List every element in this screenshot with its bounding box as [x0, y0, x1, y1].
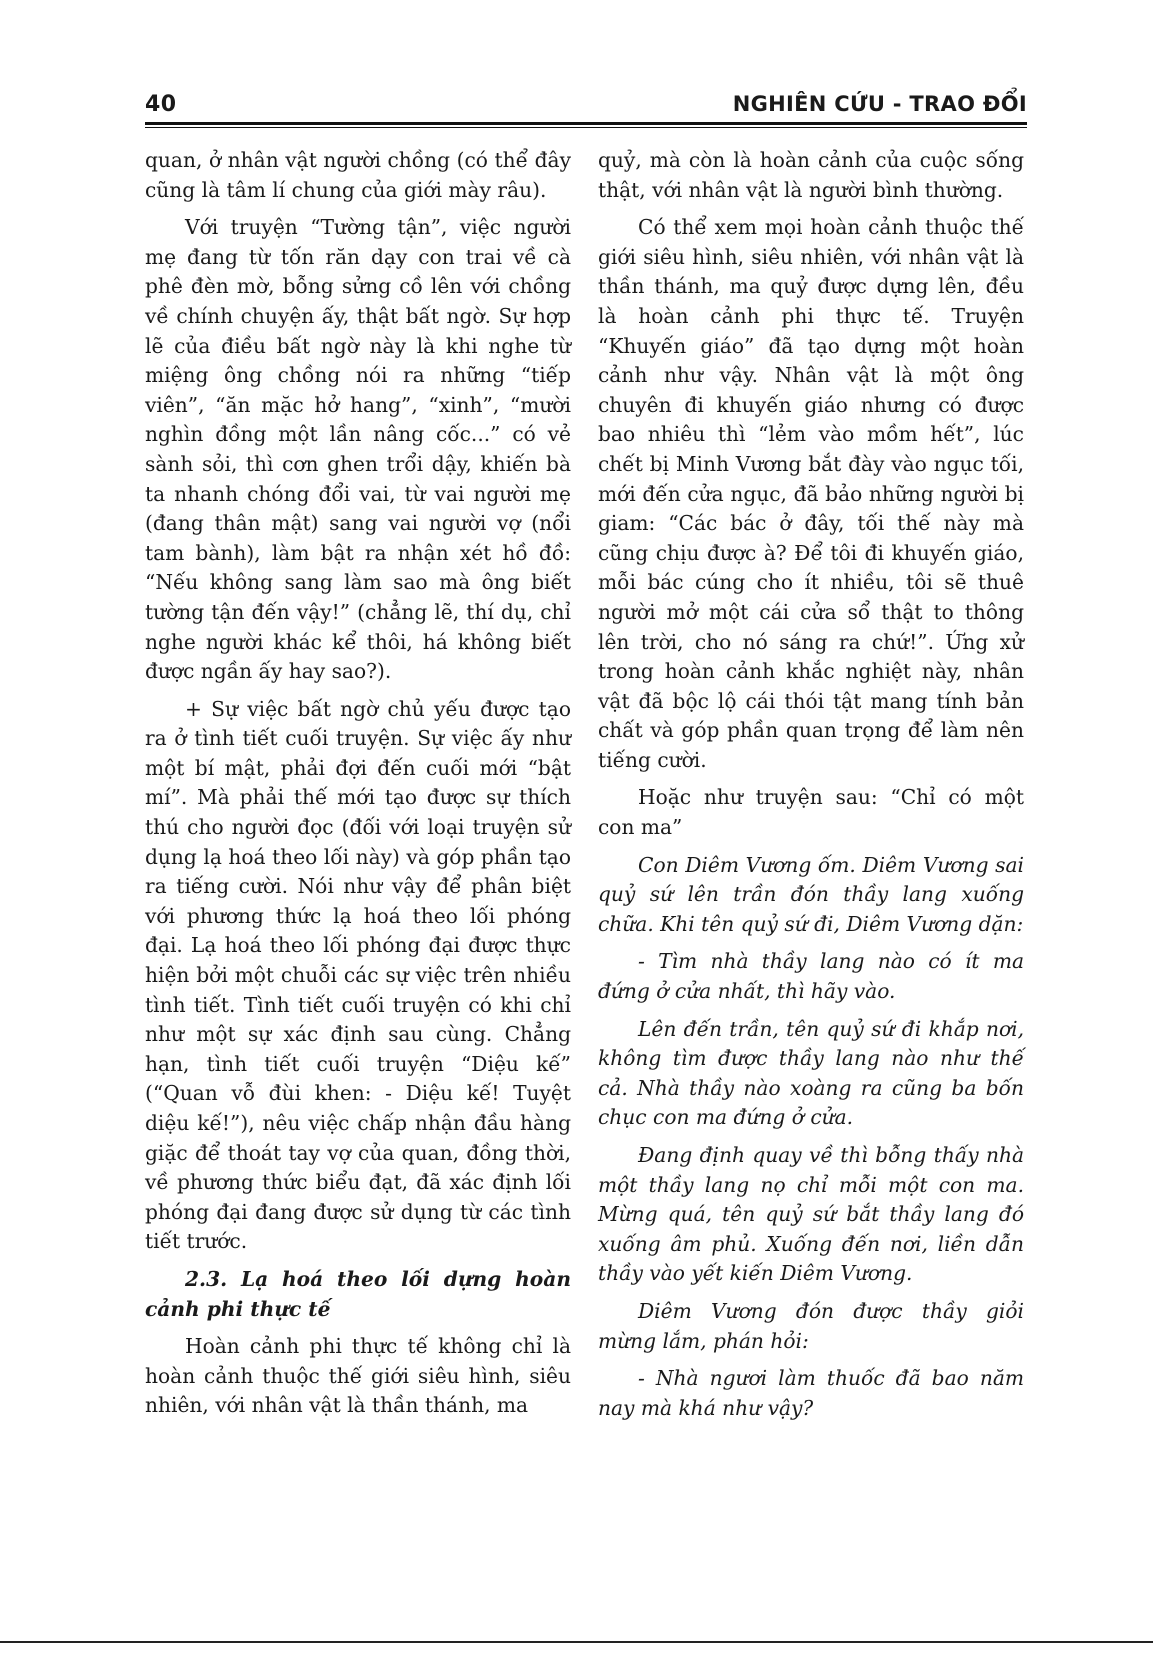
quoted-story-paragraph: Con Diêm Vương ốm. Diêm Vương sai quỷ sứ lên trần đón thầy lang xuống chữa. Khi tên quỷ sứ đi, Diêm Vương dặn: — [598, 852, 1024, 936]
section-title: NGHIÊN CỨU - TRAO ĐỔI — [732, 92, 1027, 116]
page-number: 40 — [145, 92, 177, 117]
quoted-story-paragraph: - Tìm nhà thầy lang nào có ít ma đứng ở cửa nhất, thì hãy vào. — [598, 949, 1024, 1004]
paragraph: Hoàn cảnh phi thực tế không chỉ là hoàn cảnh thuộc thế giới siêu hình, siêu nhiên, với nhân vật là thần thánh, ma — [145, 1334, 571, 1418]
quoted-story-paragraph: Đang định quay về thì bỗng thấy nhà một thầy lang nọ chỉ mỗi một con ma. Mừng quá, tên quỷ sứ bắt thầy lang đó xuống âm phủ. Xuống đến nơi, liền dẫn thầy vào yết kiến Diêm Vương. — [598, 1143, 1024, 1286]
left-column — [145, 146, 571, 1429]
header-rule-thick — [145, 122, 1027, 125]
right-column — [598, 146, 1024, 1431]
scan-bottom-edge — [0, 1641, 1153, 1643]
paragraph: Với truyện “Tường tận”, việc người mẹ đang từ tốn răn dạy con trai về cà phê đèn mờ, bỗng sửng cồ lên với chồng về chính chuyện ấy, thật bất ngờ. Sự hợp lẽ của điều bất ngờ này là khi nghe từ miệng ông chồng nói ra những “tiếp viên”, “ăn mặc hở hang”, “xinh”, “mười nghìn đồng một lần nâng cốc...” có vẻ sành sỏi, thì cơn ghen trổi dậy, khiến bà ta nhanh chóng đổi vai, từ vai người mẹ (đang thân mật) sang vai người vợ (nổi tam bành), làm bật ra nhận xét hồ đồ: “Nếu không sang làm sao mà ông biết tường tận đến vậy!” (chẳng lẽ, thí dụ, chỉ nghe người khác kể thôi, há không biết được ngần ấy hay sao?). — [145, 215, 571, 684]
header-rule-thin — [145, 127, 1027, 128]
section-heading: 2.3. Lạ hoá theo lối dựng hoàn cảnh phi thực tế — [145, 1266, 571, 1321]
quoted-story-paragraph: - Nhà ngươi làm thuốc đã bao năm nay mà khá như vậy? — [598, 1366, 1024, 1420]
quoted-story-paragraph: Diêm Vương đón được thầy giỏi mừng lắm, phán hỏi: — [598, 1298, 1024, 1353]
paragraph: + Sự việc bất ngờ chủ yếu được tạo ra ở tình tiết cuối truyện. Sự việc ấy như một bí mật, phải đợi đến cuối mới “bật mí”. Mà phải thế mới tạo được sự thích thú cho người đọc (đối với loại truyện sử dụng lạ hoá theo lối này) và góp phần tạo ra tiếng cười. Nói như vậy để phân biệt với phương thức lạ hoá theo lối phóng đại. Lạ hoá theo lối phóng đại được thực hiện bởi một chuỗi các sự việc trên nhiều tình tiết. Tình tiết cuối truyện có khi chỉ như một sự xác định sau cùng. Chẳng hạn, tình tiết cuối truyện “Diệu kế” (“Quan vỗ đùi khen: - Diệu kế! Tuyệt diệu kế!”), nêu việc chấp nhận đầu hàng giặc để thoát tay vợ của quan, đồng thời, về phương thức biểu đạt, đã xác định lối phóng đại đang được sử dụng từ các tình tiết trước. — [145, 696, 571, 1254]
quoted-story-paragraph: Lên đến trần, tên quỷ sứ đi khắp nơi, không tìm được thầy lang nào như thế cả. Nhà thầy nào xoàng ra cũng ba bốn chục con ma đứng ở cửa. — [598, 1016, 1024, 1130]
page-header — [145, 88, 1027, 122]
paragraph: Có thể xem mọi hoàn cảnh thuộc thế giới siêu hình, siêu nhiên, với nhân vật là thần thánh, ma quỷ được dựng lên, đều là hoàn cảnh phi thực tế. Truyện “Khuyến giáo” đã tạo dựng một hoàn cảnh như vậy. Nhân vật là một ông chuyên đi khuyến giáo nhưng có được bao nhiêu thì “lẻm vào mồm hết”, lúc chết bị Minh Vương bắt đày vào ngục tối, mới đến cửa ngục, đã bảo những người bị giam: “Các bác ở đây, tối thế này mà cũng chịu được à? Để tôi đi khuyến giáo, mỗi bác cúng cho ít nhiều, tôi sẽ thuê người mở một cái cửa sổ thật to thông lên trời, cho nó sáng ra chứ!”. Ứng xử trong hoàn cảnh khắc nghiệt này, nhân vật đã bộc lộ cái thói tật mang tính bản chất và góp phần quan trọng để làm nên tiếng cười. — [598, 215, 1024, 772]
paragraph: quỷ, mà còn là hoàn cảnh của cuộc sống thật, với nhân vật là người bình thường. — [598, 148, 1024, 202]
paragraph: Hoặc như truyện sau: “Chỉ có một con ma” — [598, 785, 1024, 840]
paragraph: quan, ở nhân vật người chồng (có thể đây cũng là tâm lí chung của giới mày râu). — [145, 148, 571, 202]
